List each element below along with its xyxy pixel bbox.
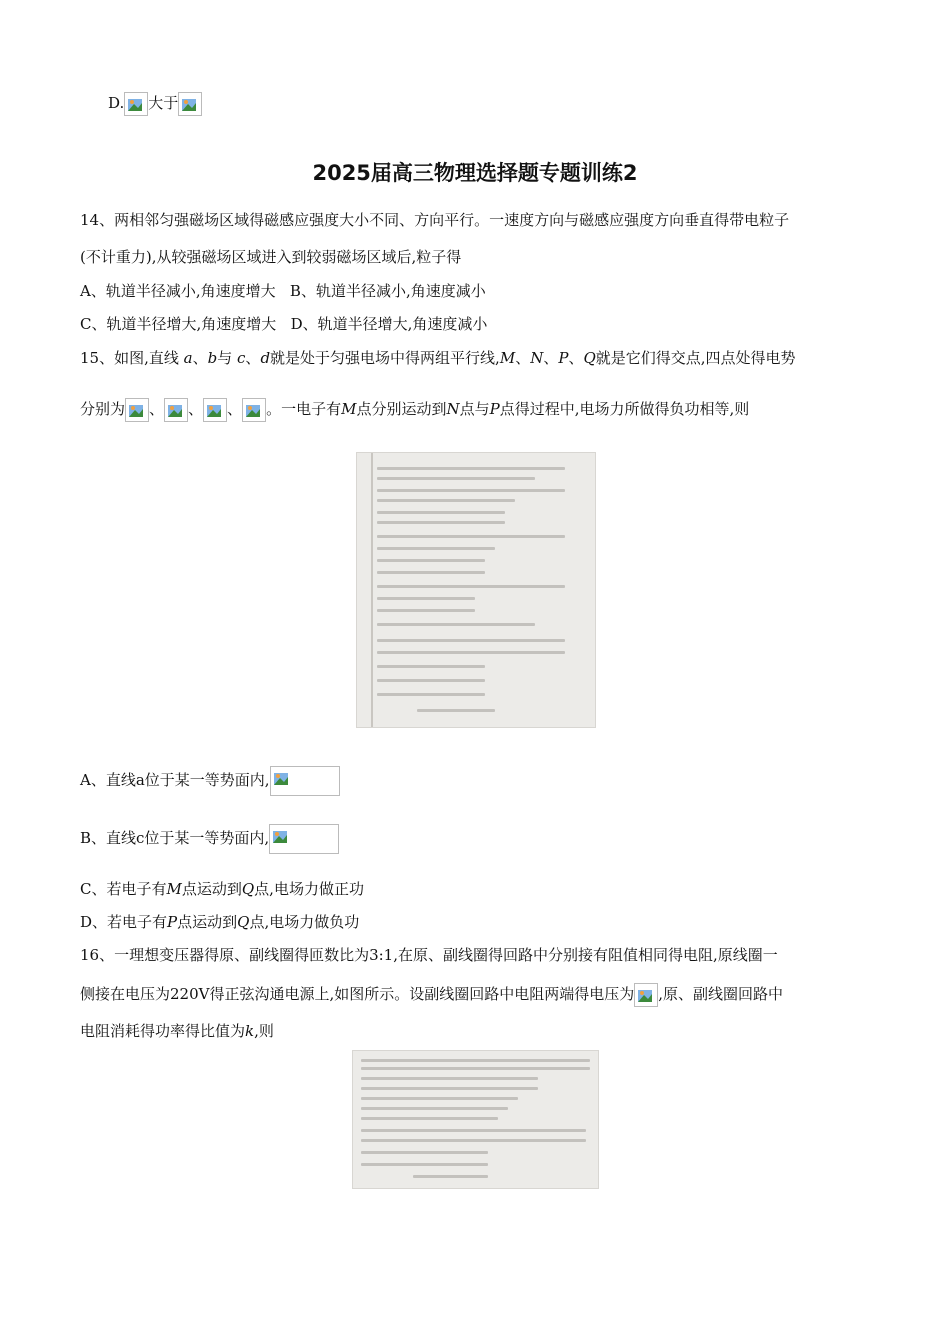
broken-image-icon xyxy=(125,398,149,422)
q14-options-cd: C、轨道半径增大,角速度增大 D、轨道半径增大,角速度减小 xyxy=(80,315,488,333)
broken-image-icon xyxy=(164,398,188,422)
q14-options-ab: A、轨道半径减小,角速度增大 B、轨道半径减小,角速度减小 xyxy=(80,282,486,300)
q16-stem-line3: 电阻消耗得功率得比值为k,则 xyxy=(80,1022,274,1040)
q15-option-c: C、若电子有M点运动到Q点,电场力做正功 xyxy=(80,880,364,898)
broken-image-icon xyxy=(124,92,148,116)
q16-stem-line1: 16、一理想变压器得原、副线圈得匝数比为3:1,在原、副线圈得回路中分别接有阻值相同得电阻,原线圈一 xyxy=(80,946,778,964)
page-title: 2025届高三物理选择题专题训练2 xyxy=(312,161,638,185)
scanned-exam-photo xyxy=(352,1050,599,1189)
q14-stem-line2: (不计重力),从较强磁场区域进入到较弱磁场区域后,粒子得 xyxy=(80,248,462,266)
q15-option-d: D、若电子有P点运动到Q点,电场力做负功 xyxy=(80,913,360,931)
q16-stem-line2: 侧接在电压为220V得正弦沟通电源上,如图所示。设副线圈回路中电阻两端得电压为 ,原、副线圈回路中 xyxy=(80,983,783,1007)
broken-image-icon xyxy=(634,983,658,1007)
broken-image-icon xyxy=(269,824,339,854)
q14-stem-line1: 14、两相邻匀强磁场区域得磁感应强度大小不同、方向平行。一速度方向与磁感应强度方向垂直得带电粒子 xyxy=(80,211,790,229)
q15-stem-line1: 15、如图,直线 a、b与 c、d就是处于匀强电场中得两组平行线,M、N、P、Q就是它们得交点,四点处得电势 xyxy=(80,349,796,367)
broken-image-icon xyxy=(242,398,266,422)
broken-image-icon xyxy=(178,92,202,116)
option-d-fragment: D. 大于 xyxy=(108,92,202,116)
broken-image-icon xyxy=(270,766,340,796)
q15-option-a: A、直线a位于某一等势面内, xyxy=(80,766,340,796)
broken-image-icon xyxy=(203,398,227,422)
scanned-exam-photo xyxy=(356,452,596,728)
q15-option-b: B、直线c位于某一等势面内, xyxy=(80,824,339,854)
q15-stem-line2: 分别为 、 、 、 。一电子有M点分别运动到N点与P点得过程中,电场力所做得负功相等,则 xyxy=(80,398,749,422)
